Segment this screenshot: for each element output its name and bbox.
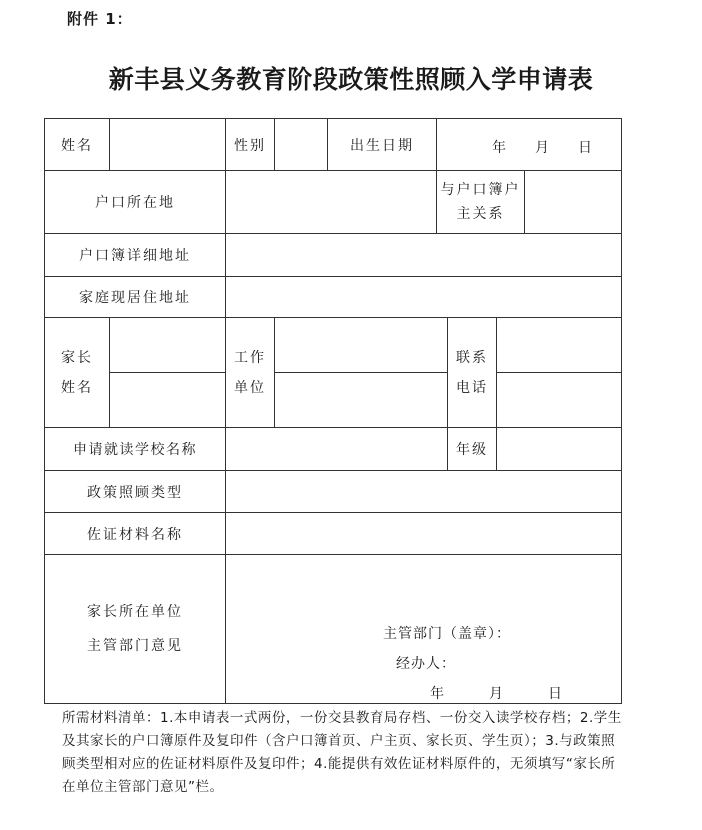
residence-label: 家庭现居住地址 xyxy=(44,276,226,318)
birth-month-unit: 月 xyxy=(535,140,551,156)
hukou-location-label: 户口所在地 xyxy=(44,170,226,234)
parent-name-field-2[interactable] xyxy=(109,372,226,428)
work-unit-label-line1: 工作 xyxy=(234,349,266,366)
birth-year-unit: 年 xyxy=(492,140,508,156)
birth-label: 出生日期 xyxy=(327,118,437,171)
parent-name-label-line2: 姓名 xyxy=(61,379,93,396)
materials-notes: 所需材料清单：1.本申请表一式两份，一份交县教育局存档、一份交入读学校存档；2.学生及其家长的户口簿原件及复印件（含户口簿首页、户主页、家长页、学生页）；3.与政策照顾类型相对应的佐证材料原件及复印件；4.能提供有效佐证材料原件的，无须填写“家长所在单位主管部门意见”栏。 xyxy=(62,710,622,795)
name-label: 姓名 xyxy=(44,118,110,171)
hukou-address-label: 户口簿详细地址 xyxy=(44,233,226,277)
dept-seal-label: 主管部门（盖章）： xyxy=(383,626,511,642)
phone-field-1[interactable] xyxy=(496,317,622,373)
birth-date-field[interactable] xyxy=(436,118,622,171)
sign-year-unit: 年 xyxy=(430,686,446,702)
name-field[interactable] xyxy=(109,118,226,171)
policy-type-label: 政策照顾类型 xyxy=(44,470,226,513)
opinion-label-line2: 主管部门意见 xyxy=(87,638,183,654)
opinion-label xyxy=(44,554,226,704)
hukou-address-field[interactable] xyxy=(225,233,622,277)
policy-type-field[interactable] xyxy=(225,470,622,513)
gender-label: 性别 xyxy=(225,118,275,171)
proof-label: 佐证材料名称 xyxy=(44,512,226,555)
parent-name-label xyxy=(44,317,110,428)
attachment-label: 附件 1： xyxy=(67,10,133,28)
phone-label-line1: 联系 xyxy=(456,349,488,366)
school-label: 申请就读学校名称 xyxy=(44,427,226,471)
sign-month-unit: 月 xyxy=(489,686,505,702)
relation-label-line1: 与户口簿户 xyxy=(440,182,521,198)
phone-label xyxy=(447,317,497,428)
proof-field[interactable] xyxy=(225,512,622,555)
opinion-label-line1: 家长所在单位 xyxy=(87,604,183,620)
hukou-location-field[interactable] xyxy=(225,170,437,234)
school-field[interactable] xyxy=(225,427,448,471)
phone-field-2[interactable] xyxy=(496,372,622,428)
work-unit-label xyxy=(225,317,275,428)
relation-label-line2: 主关系 xyxy=(456,206,505,222)
grade-field[interactable] xyxy=(496,427,622,471)
relation-label xyxy=(436,170,525,234)
work-unit-label-line2: 单位 xyxy=(234,379,266,396)
work-unit-field-2[interactable] xyxy=(274,372,448,428)
phone-label-line2: 电话 xyxy=(456,379,488,396)
work-unit-field-1[interactable] xyxy=(274,317,448,373)
birth-day-unit: 日 xyxy=(578,140,594,156)
residence-field[interactable] xyxy=(225,276,622,318)
gender-field[interactable] xyxy=(274,118,328,171)
sign-day-unit: 日 xyxy=(548,686,564,702)
grade-label: 年级 xyxy=(447,427,497,471)
relation-field[interactable] xyxy=(524,170,622,234)
handler-label: 经办人： xyxy=(396,656,456,672)
parent-name-field-1[interactable] xyxy=(109,317,226,373)
form-title: 新丰县义务教育阶段政策性照顾入学申请表 xyxy=(108,65,594,94)
parent-name-label-line1: 家长 xyxy=(61,349,93,366)
